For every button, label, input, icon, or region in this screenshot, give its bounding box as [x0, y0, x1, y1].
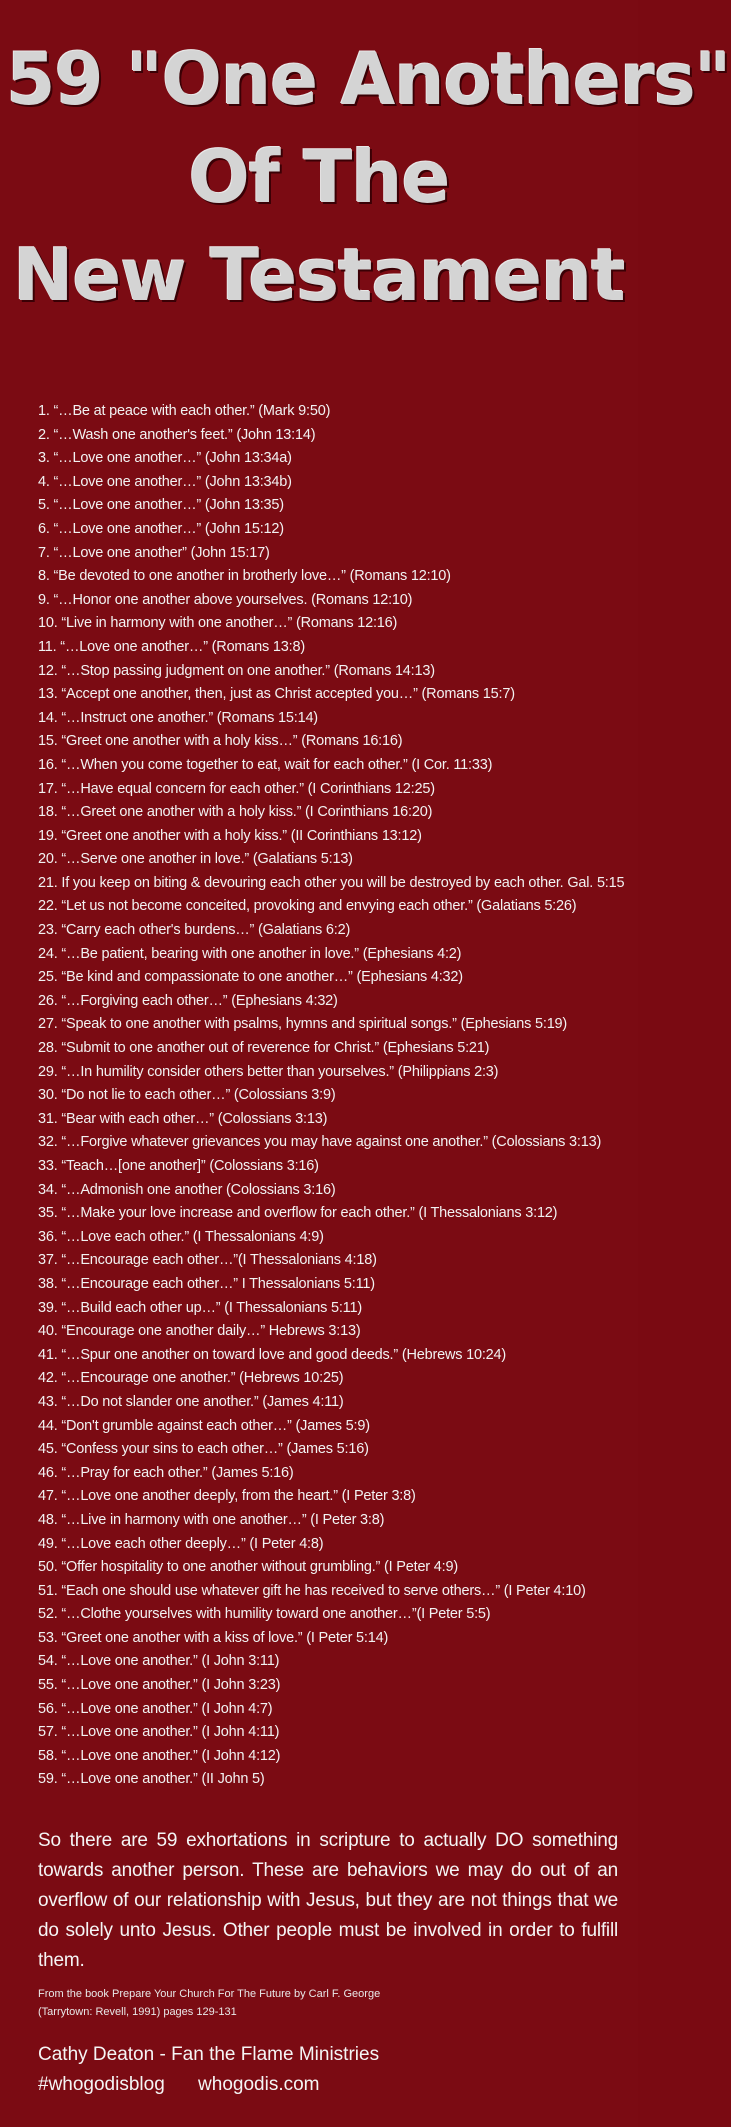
list-item: 41. “…Spur one another on toward love and good deeds.” (Hebrews 10:24): [38, 1346, 507, 1363]
credit-tags: [38, 2070, 618, 2100]
page-title: [0, 30, 731, 324]
source-line-2: (Tarrytown: Revell, 1991) pages 129-131: [38, 2006, 237, 2018]
list-item: 31. “Bear with each other…” (Colossians 3:13): [38, 1110, 328, 1127]
list-item: 30. “Do not lie to each other…” (Colossians 3:9): [38, 1087, 336, 1104]
list-item: 56. “…Love one another.” (I John 4:7): [38, 1700, 273, 1717]
list-item: 47. “…Love one another deeply, from the heart.” (I Peter 3:8): [38, 1488, 416, 1505]
list-item: 28. “Submit to one another out of reverence for Christ.” (Ephesians 5:21): [38, 1040, 490, 1057]
list-item: 13. “Accept one another, then, just as Christ accepted you…” (Romans 15:7): [38, 686, 515, 703]
list-item: 51. “Each one should use whatever gift he has received to serve others…” (I Peter 4:10): [38, 1582, 586, 1599]
list-item: 55. “…Love one another.” (I John 3:23): [38, 1677, 281, 1694]
list-item: 59. “…Love one another.” (II John 5): [38, 1771, 265, 1788]
list-item: 21. If you keep on biting & devouring each other you will be destroyed by each other. Gal. 5:15: [38, 874, 625, 891]
list-item: 35. “…Make your love increase and overflow for each other.” (I Thessalonians 3:12): [38, 1205, 558, 1222]
list-item: 49. “…Love each other deeply…” (I Peter 4:8): [38, 1535, 324, 1552]
list-item: 38. “…Encourage each other…” I Thessalonians 5:11): [38, 1275, 375, 1292]
title-line-1: 59 "One Anothers": [6, 37, 731, 121]
list-item: 22. “Let us not become conceited, provoking and envying each other.” (Galatians 5:26): [38, 898, 577, 915]
list-item: 54. “…Love one another.” (I John 3:11): [38, 1653, 280, 1670]
list-item: 18. “…Greet one another with a holy kiss.” (I Corinthians 16:20): [38, 804, 433, 821]
list-item: 7. “…Love one another” (John 15:17): [38, 544, 270, 561]
list-item: 58. “…Love one another.” (I John 4:12): [38, 1747, 281, 1764]
list-item: 25. “Be kind and compassionate to one another…” (Ephesians 4:32): [38, 969, 463, 986]
list-item: 29. “…In humility consider others better than yourselves.” (Philippians 2:3): [38, 1063, 499, 1080]
list-item: 33. “Teach…[one another]” (Colossians 3:16): [38, 1158, 319, 1174]
list-item: 44. “Don't grumble against each other…” (James 5:9): [38, 1417, 370, 1434]
list-item: 19. “Greet one another with a holy kiss.” (II Corinthians 13:12): [38, 827, 422, 844]
list-item: 3. “…Love one another…” (John 13:34a): [38, 450, 292, 467]
credit: [38, 2040, 618, 2100]
list-item: 32. “…Forgive whatever grievances you may have against one another.” (Colossians 3:13): [38, 1134, 602, 1151]
list-item: 14. “…Instruct one another.” (Romans 15:14): [38, 709, 318, 726]
hashtag: #whogodisblog: [38, 2074, 165, 2095]
list-item: 52. “…Clothe yourselves with humility toward one another…”(I Peter 5:5): [38, 1606, 491, 1623]
list-item: 15. “Greet one another with a holy kiss…” (Romans 16:16): [38, 733, 403, 750]
list-item: 36. “…Love each other.” (I Thessalonians 4:9): [38, 1228, 324, 1245]
list-item: 42. “…Encourage one another.” (Hebrews 10:25): [38, 1370, 344, 1387]
list-item: 57. “…Love one another.” (I John 4:11): [38, 1724, 280, 1741]
list-item: 40. “Encourage one another daily…” Hebrews 3:13): [38, 1323, 361, 1340]
list-item: 53. “Greet one another with a kiss of love.” (I Peter 5:14): [38, 1629, 389, 1646]
list-item: 2. “…Wash one another's feet.” (John 13:14): [38, 426, 316, 443]
title-line-2: Of The: [188, 135, 450, 219]
list-item: 5. “…Love one another…” (John 13:35): [38, 497, 284, 514]
list-item: 1. “…Be at peace with each other.” (Mark 9:50): [38, 403, 331, 419]
list-item: 37. “…Encourage each other…”(I Thessalonians 4:18): [38, 1252, 377, 1269]
verse-list: [38, 400, 628, 1792]
list-item: 9. “…Honor one another above yourselves. (Romans 12:10): [38, 591, 413, 608]
list-item: 23. “Carry each other's burdens…” (Galatians 6:2): [38, 922, 351, 939]
list-item: 16. “…When you come together to eat, wait for each other.” (I Cor. 11:33): [38, 756, 493, 773]
list-item: 20. “…Serve one another in love.” (Galatians 5:13): [38, 851, 353, 868]
list-item: 6. “…Love one another…” (John 15:12): [38, 520, 284, 537]
list-item: 45. “Confess your sins to each other…” (James 5:16): [38, 1441, 369, 1458]
list-item: 12. “…Stop passing judgment on one another.” (Romans 14:13): [38, 662, 435, 679]
source-line-1: From the book Prepare Your Church For The Future by Carl F. George: [38, 1988, 381, 2000]
list-item: 11. “…Love one another…” (Romans 13:8): [38, 638, 305, 655]
list-item: 50. “Offer hospitality to one another without grumbling.” (I Peter 4:9): [38, 1559, 458, 1576]
website-link[interactable]: whogodis.com: [198, 2074, 320, 2095]
list-item: 24. “…Be patient, bearing with one another in love.” (Ephesians 4:2): [38, 945, 462, 962]
list-item: 27. “Speak to one another with psalms, hymns and spiritual songs.” (Ephesians 5:19): [38, 1016, 568, 1033]
list-item: 8. “Be devoted to one another in brotherly love…” (Romans 12:10): [38, 568, 451, 585]
list-item: 43. “…Do not slander one another.” (James 4:11): [38, 1393, 344, 1410]
source-citation: [38, 1985, 618, 2021]
title-line-3: New Testament: [13, 233, 625, 317]
list-item: 48. “…Live in harmony with one another…” (I Peter 3:8): [38, 1511, 385, 1528]
summary-paragraph: So there are 59 exhortations in scripture to actually DO something towards another person. These are behaviors we may do out of an overflow of our relationship with Jesus, but they are not things that we do solely unto Jesus. Other people must be involved in order to fulfill them.: [38, 1830, 618, 1971]
list-item: 17. “…Have equal concern for each other.” (I Corinthians 12:25): [38, 780, 435, 797]
list-item: 34. “…Admonish one another (Colossians 3:16): [38, 1181, 336, 1198]
list-item: 39. “…Build each other up…” (I Thessalonians 5:11): [38, 1299, 362, 1316]
list-item: 46. “…Pray for each other.” (James 5:16): [38, 1464, 294, 1481]
list-item: 4. “…Love one another…” (John 13:34b): [38, 473, 292, 490]
list-item: 26. “…Forgiving each other…” (Ephesians 4:32): [38, 992, 338, 1009]
list-item: 10. “Live in harmony with one another…” (Romans 12:16): [38, 615, 398, 632]
credit-name: Cathy Deaton - Fan the Flame Ministries: [38, 2044, 380, 2065]
